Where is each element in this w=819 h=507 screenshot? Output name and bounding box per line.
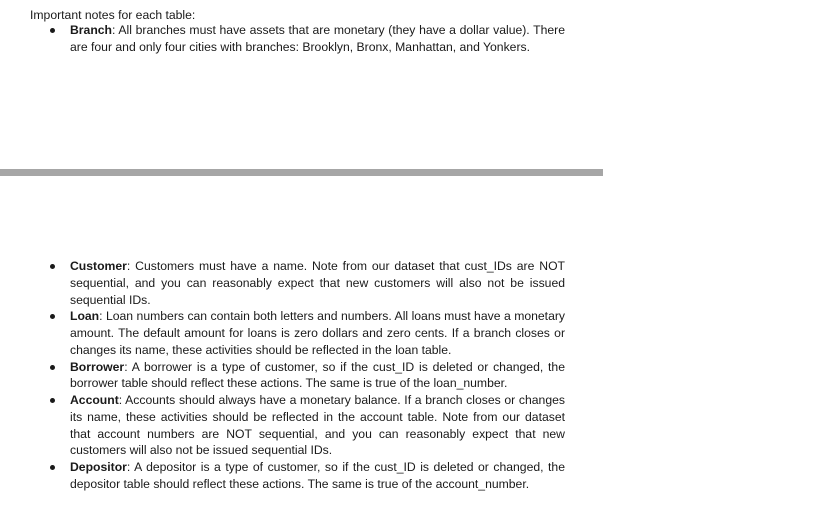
note-item-account [0, 392, 565, 459]
note-text: : A depositor is a type of customer, so if the cust_ID is deleted or changed, the depositor table should reflect these actions. The same is true of the account_number. [70, 460, 565, 491]
note-text: : All branches must have assets that are monetary (they have a dollar value). There are four and only four cities with branches: Brooklyn, Bronx, Manhattan, and Yonkers. [70, 23, 565, 54]
note-text: : A borrower is a type of customer, so if the cust_ID is deleted or changed, the borrower table should reflect these actions. The same is true of the loan_number. [70, 359, 565, 391]
note-text: : Accounts should always have a monetary balance. If a branch closes or changes its name, these activities should be reflected in the account table. Note from our dataset that account numbers are NOT sequential, and you can reasonably expect that new customers will also not be issued sequential IDs. [70, 393, 565, 458]
note-item-loan [0, 308, 565, 358]
notes-heading: Important notes for each table: [30, 8, 196, 22]
note-term: Customer [70, 259, 127, 273]
note-item-depositor [0, 459, 565, 493]
note-term: Loan [70, 309, 100, 324]
note-text: : Customers must have a name. Note from our dataset that cust_IDs are NOT sequential, and you can reasonably expect that new customers will also not be issued sequential IDs. [70, 259, 565, 307]
notes-list-top [0, 22, 565, 56]
note-item-borrower [0, 359, 565, 393]
note-term: Borrower [70, 359, 125, 374]
note-term: Branch [70, 23, 112, 37]
notes-list-bottom [0, 258, 565, 493]
note-text: : Loan numbers can contain both letters and numbers. All loans must have a monetary amount. The default amount for loans is zero dollars and zero cents. If a branch closes or changes its name, these activities should be reflected in the loan table. [70, 309, 565, 357]
page-divider [0, 169, 603, 176]
note-item-branch [0, 22, 565, 56]
note-item-customer [0, 258, 565, 308]
note-term: Depositor [70, 460, 127, 474]
note-term: Account [70, 393, 119, 407]
